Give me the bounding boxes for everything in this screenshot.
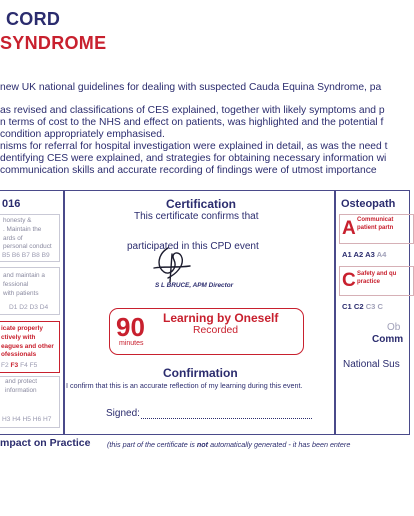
theme-code: C2 [353,302,364,311]
body-line: n terms of cost to the NHS and effect on patients, was highlighted and the potential f [0,117,384,128]
standard-line: information [5,386,37,394]
standard-block [0,267,60,315]
code-active: F3 [10,362,19,369]
certification-subtitle: This certificate confirms that [134,211,259,222]
frame-divider-left [63,190,65,435]
theme-codes [342,302,383,311]
signatory-name: S L BRUCE, APM Director [155,282,234,289]
standard-codes: B5 B6 B7 B8 B9 [2,252,50,259]
osteopathic-panel-title: Osteopath [341,198,396,210]
event-title-line1: CORD [6,9,61,29]
minutes-label: minutes [119,340,144,347]
signature-line[interactable] [141,418,312,419]
comm-label: Comm [372,334,404,345]
standard-text [3,217,52,252]
body-line: nisms for referral for hospital investigation were explained in detail, as was the need t [0,141,388,152]
theme-text [357,217,393,232]
standard-line: with patients [3,289,39,297]
standard-codes: D1 D2 D3 D4 [9,304,49,311]
intro-text: new UK national guidelines for dealing with suspected Cauda Equina Syndrome, pa [0,82,382,93]
standard-line: . Maintain the [3,225,42,233]
theme-line: practice [357,278,381,285]
standard-block [0,214,60,262]
frame-divider-right [334,190,336,435]
theme-line: Communicat [357,217,394,223]
standard-line: and maintain a [3,272,45,279]
standard-codes [1,362,37,369]
standard-line: fessional [3,280,29,288]
confirmation-text: I confirm that this is an accurate reflection of my learning during this event. [66,381,303,390]
impact-note-bold: not [196,440,209,449]
standards-panel-title: 016 [2,198,21,210]
impact-title: mpact on Practice [0,437,91,449]
objective-label: Ob [387,322,401,333]
impact-note-prefix: (this part of the certificate is [107,440,197,449]
standard-line: and protect [5,378,37,385]
theme-codes [342,250,386,259]
theme-box [339,214,414,244]
theme-code: A2 [353,250,364,259]
standard-text [5,378,37,396]
standard-text [1,325,54,360]
theme-line: patient partn [357,224,394,231]
body-line: communication skills and accurate recording of findings were of utmost importance [0,165,377,176]
standard-line: ofessionals [1,351,37,359]
theme-letter: A [342,218,356,239]
signature-graphic [150,244,194,284]
standard-line: honesty & [3,217,32,224]
standard-line: eagues and other [1,342,54,350]
theme-code: A1 [342,250,352,259]
standard-line: icate properly [1,325,43,332]
theme-letter: C [342,270,356,291]
theme-code: A3 [365,250,375,259]
standard-line: ards of [3,234,23,242]
confirmation-title: Confirmation [163,366,238,380]
theme-line: Safety and qu [357,271,397,277]
participation-text: participated in this CPD event [127,241,259,252]
national-label: National Sus [343,359,400,370]
body-line: dentifying CES were explained, and strategies for obtaining necessary information wi [0,153,387,164]
body-line: condition appropriately emphasised. [0,129,165,140]
standard-line: ctively with [1,333,36,341]
standard-text [3,272,45,298]
code: F2 [1,362,11,369]
standard-line: personal conduct [3,243,52,251]
learning-status: Recorded [193,325,239,336]
certification-title: Certification [166,197,237,211]
theme-code-dim: A4 [376,250,387,259]
theme-text [357,271,396,286]
event-title-line2: SYNDROME [0,33,107,53]
code: F4 F5 [18,362,38,369]
body-line: as revised and classifications of CES explained, together with likely symptoms and p [0,105,385,116]
impact-note-suffix: automatically generated - it has been entere [208,440,351,449]
minutes-value: 90 [116,312,145,342]
theme-box [339,266,414,296]
theme-code: C1 [342,302,352,311]
learning-type: Learning by Oneself [163,311,279,325]
standard-codes: H3 H4 H5 H6 H7 [2,416,52,423]
impact-note [107,440,350,449]
theme-code-dim: C3 [365,302,376,311]
signed-label: Signed: [106,408,140,419]
standard-block-active [0,321,60,373]
standard-block [0,376,60,428]
theme-code-dim: C [377,302,384,311]
